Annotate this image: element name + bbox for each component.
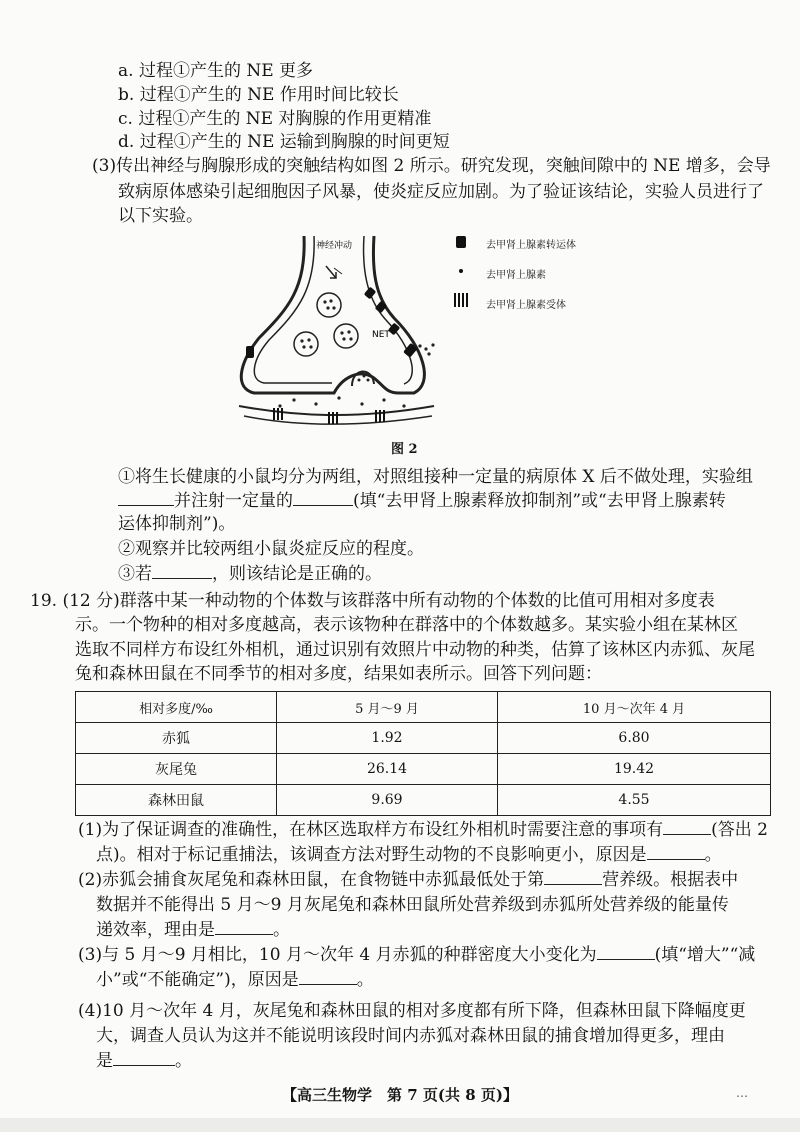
step-1-line-3: 运体抑制剂”)。: [118, 514, 236, 534]
answer-blank[interactable]: [152, 564, 212, 579]
table-cell: 19.42: [498, 754, 771, 785]
step-1-line-1: ①将生长健康的小鼠均分为两组，对照组接种一定量的病原体 X 后不做处理，实验组: [118, 467, 753, 487]
table-cell: 森林田鼠: [76, 785, 277, 816]
answer-blank[interactable]: [597, 945, 655, 960]
q19-intro-line-1: 19. (12 分)群落中某一种动物的个体数与该群落中所有动物的个体数的比值可用相对多度表: [30, 591, 715, 611]
relative-abundance-table: [75, 691, 771, 816]
page-footer: 【高三生物学 第 7 页(共 8 页)】: [282, 1086, 518, 1104]
legend-receptor-symbol: [455, 293, 467, 307]
q19-sub4-line-3: 是 。: [96, 1051, 192, 1071]
answer-blank[interactable]: [113, 1051, 175, 1066]
step-2: ②观察并比较两组小鼠炎症反应的程度。: [118, 539, 424, 559]
answer-blank[interactable]: [215, 920, 273, 935]
bottom-divider: [0, 1118, 800, 1132]
step-1-line-2: 并注射一定量的 (填“去甲肾上腺素释放抑制剂”或“去甲肾上腺素转: [118, 490, 726, 512]
q19-sub1-line-1: (1)为了保证调查的准确性，在林区选取样方布设红外相机时需要注意的事项有 (答出 2: [78, 820, 768, 840]
answer-blank[interactable]: [299, 970, 357, 985]
table-cell: 9.69: [277, 785, 498, 816]
answer-blank[interactable]: [544, 870, 602, 885]
table-cell: 灰尾兔: [76, 754, 277, 785]
net-label: NET: [372, 330, 390, 340]
answer-blank[interactable]: [293, 491, 353, 506]
table-row: [76, 754, 771, 785]
impulse-label: 神经冲动: [316, 241, 353, 251]
q3-intro-line-3: 以下实验。: [118, 206, 203, 226]
q19-sub1-line-2: 点)。相对于标记重捕法，该调查方法对野生动物的不良影响更小，原因是 。: [96, 845, 722, 865]
option-d: d. 过程①产生的 NE 运输到胸腺的时间更短: [118, 132, 450, 152]
q3-intro-line-1: (3)传出神经与胸腺形成的突触结构如图 2 所示。研究发现，突触间隙中的 NE 增多，会导: [92, 156, 771, 176]
ne-receptor: [274, 408, 384, 424]
figure-caption: 图 2: [391, 442, 418, 457]
table-row: [76, 723, 771, 754]
table-cell: 26.14: [277, 754, 498, 785]
legend-ne: 去甲肾上腺素: [486, 270, 546, 281]
footer-mark: …: [736, 1086, 748, 1100]
table-header-row: [76, 692, 771, 723]
q19-sub2-line-3: 递效率，理由是 。: [96, 920, 290, 940]
table-cell: 赤狐: [76, 723, 277, 754]
q19-sub4-line-1: (4)10 月～次年 4 月，灰尾兔和森林田鼠的相对多度都有所下降，但森林田鼠下降幅度更: [78, 1001, 746, 1021]
table-header: 10 月～次年 4 月: [498, 692, 771, 723]
table-header: 5 月～9 月: [277, 692, 498, 723]
answer-blank[interactable]: [118, 491, 174, 506]
step-3: ③若 ，则该结论是正确的。: [118, 564, 382, 584]
q3-intro-line-2: 致病原体感染引起细胞因子风暴，使炎症反应加剧。为了验证该结论，实验人员进行了: [118, 182, 764, 202]
option-b: b. 过程①产生的 NE 作用时间比较长: [118, 85, 399, 105]
q19-intro-line-2: 示。一个物种的相对多度越高，表示该物种在群落中的个体数越多。某实验小组在某林区: [75, 615, 738, 635]
q19-sub3-line-1: (3)与 5 月～9 月相比，10 月～次年 4 月赤狐的种群密度大小变化为 (填“增大”“减: [78, 945, 756, 965]
legend-receptor: 去甲肾上腺素受体: [486, 300, 566, 311]
table-cell: 4.55: [498, 785, 771, 816]
q19-sub3-line-2: 小”或“不能确定”)，原因是 。: [96, 970, 374, 990]
ne-transporter: [246, 287, 418, 358]
table-cell: 6.80: [498, 723, 771, 754]
legend-transporter: 去甲肾上腺素转运体: [486, 240, 576, 251]
table-row: [76, 785, 771, 816]
legend-ne-symbol: [459, 269, 463, 273]
table-header: 相对多度/‰: [76, 692, 277, 723]
q19-intro-line-3: 选取不同样方布设红外相机，通过识别有效照片中动物的种类，估算了该林区内赤狐、灰尾: [75, 640, 755, 660]
answer-blank[interactable]: [663, 820, 711, 835]
option-a: a. 过程①产生的 NE 更多: [118, 61, 314, 81]
table-cell: 1.92: [277, 723, 498, 754]
q19-sub2-line-2: 数据并不能得出 5 月～9 月灰尾兔和森林田鼠所处营养级到赤狐所处营养级的能量传: [96, 895, 729, 915]
answer-blank[interactable]: [647, 845, 705, 860]
legend-transporter-symbol: [456, 236, 466, 248]
q19-intro-line-4: 兔和森林田鼠在不同季节的相对多度，结果如表所示。回答下列问题：: [75, 664, 602, 684]
presynaptic-membrane: [241, 236, 424, 393]
option-c: c. 过程①产生的 NE 对胸腺的作用更精准: [118, 109, 432, 129]
q19-sub2-line-1: (2)赤狐会捕食灰尾兔和森林田鼠，在食物链中赤狐最低处于第 营养级。根据表中: [78, 870, 739, 890]
q19-sub4-line-2: 大，调查人员认为这并不能说明该段时间内赤狐对森林田鼠的捕食增加得更多，理由: [96, 1026, 725, 1046]
synapse-diagram: [234, 228, 594, 460]
